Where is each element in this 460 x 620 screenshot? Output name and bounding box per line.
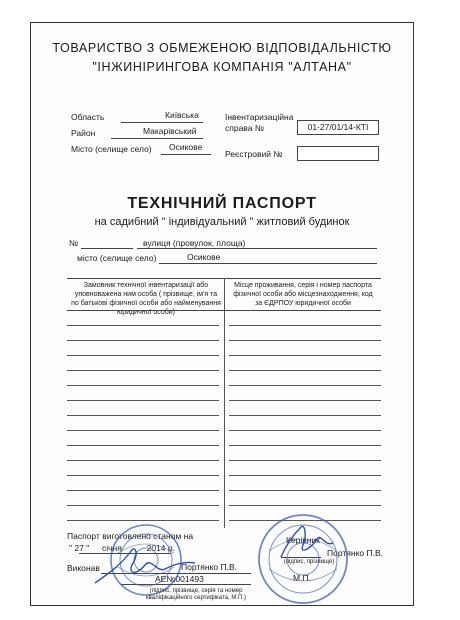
organization-line-2: "ІНЖИНІРИНГОВА КОМПАНІЯ "АЛТАНА" — [92, 60, 352, 74]
table-row-line — [229, 475, 381, 476]
city-underline — [161, 154, 211, 155]
address-city-label: місто (селище село) — [77, 253, 157, 263]
raion-label: Район — [71, 128, 96, 138]
certificate-note: (підпис, прізвище, серія та номер кваліфікаційного сертифіката, М.П.) — [146, 588, 246, 601]
street-underline — [137, 248, 377, 249]
inventory-label-1: Інвентаризаційна — [225, 112, 294, 122]
register-number-box — [297, 146, 379, 161]
table-row-line — [229, 445, 381, 446]
table-row-line — [67, 445, 219, 446]
head-name: Портянко П.В. — [327, 548, 383, 558]
organization-line-1: ТОВАРИСТВО З ОБМЕЖЕНОЮ ВІДПОВІДАЛЬНІСТЮ — [52, 41, 392, 55]
certificate-number: АЕ№001493 — [155, 574, 204, 584]
table-row-line — [67, 355, 219, 356]
table-row-line — [67, 415, 219, 416]
table-row-line — [67, 520, 219, 521]
number-label: № — [69, 238, 79, 248]
city-value: Осикове — [169, 142, 203, 152]
number-underline — [81, 248, 133, 249]
table-row-line — [67, 460, 219, 461]
street-label: вулиця (провулок, площа) — [143, 238, 246, 248]
date-day: " 27 " — [69, 543, 90, 553]
table-row-line — [67, 430, 219, 431]
table-row-line — [229, 415, 381, 416]
executor-signature-icon — [91, 543, 201, 589]
table-row-line — [229, 355, 381, 356]
table-column-divider — [224, 278, 225, 528]
register-label: Реєстровий № — [225, 149, 283, 159]
table-row-line — [229, 505, 381, 506]
document-title: ТЕХНІЧНИЙ ПАСПОРТ — [127, 195, 317, 212]
passport-document — [30, 22, 414, 606]
table-row-line — [229, 325, 381, 326]
table-row-line — [67, 490, 219, 491]
inventory-label-2: справа № — [225, 123, 264, 133]
date-month: січня — [101, 543, 122, 553]
table-row-line — [229, 430, 381, 431]
raion-value: Макарівський — [143, 126, 197, 136]
table-row-line — [229, 340, 381, 341]
table-header-customer: Замовник технічної інвентаризації або уповноважена ним особа ( прізвище, ім'я та по батькові фізичної особи або найменування юридичної особи) — [71, 282, 221, 316]
oblast-value: Київська — [165, 110, 199, 120]
address-city-underline — [159, 263, 377, 264]
table-row-line — [67, 325, 219, 326]
table-row-line — [67, 370, 219, 371]
oblast-label: Область — [71, 112, 105, 122]
table-header-address: Місце проживання, серія і номер паспорта фізичної особи або місцезнаходження, код за ЄДРПОУ юридичної особи — [233, 282, 373, 307]
executor-name: Портянко П.В. — [181, 562, 237, 572]
raion-underline — [111, 138, 203, 139]
inventory-number-box: 01-27/01/14-КТІ — [297, 120, 379, 135]
date-year: 2014 р. — [146, 543, 175, 553]
table-row-line — [229, 385, 381, 386]
table-row-line — [67, 505, 219, 506]
table-row-line — [67, 475, 219, 476]
head-signature-icon — [277, 523, 337, 563]
table-row-line — [229, 400, 381, 401]
table-row-line — [67, 340, 219, 341]
table-row-line — [229, 460, 381, 461]
head-label: Керівник — [286, 535, 320, 545]
document-subtitle: на садибний " індивідуальний " житловий будинок — [94, 216, 350, 228]
stamp-label: М.П. — [293, 573, 311, 583]
city-label: Місто (селище село) — [71, 144, 152, 154]
head-note: (підпис, прізвище) — [283, 559, 335, 565]
made-label: Паспорт виготовлено станом на — [67, 531, 194, 541]
address-city-value: Осикове — [187, 252, 221, 262]
table-header-border — [67, 310, 381, 311]
table-row-line — [229, 370, 381, 371]
executor-label: Виконав — [67, 563, 100, 573]
oblast-underline — [121, 122, 203, 123]
table-row-line — [67, 400, 219, 401]
table-row-line — [67, 385, 219, 386]
table-row-line — [229, 490, 381, 491]
